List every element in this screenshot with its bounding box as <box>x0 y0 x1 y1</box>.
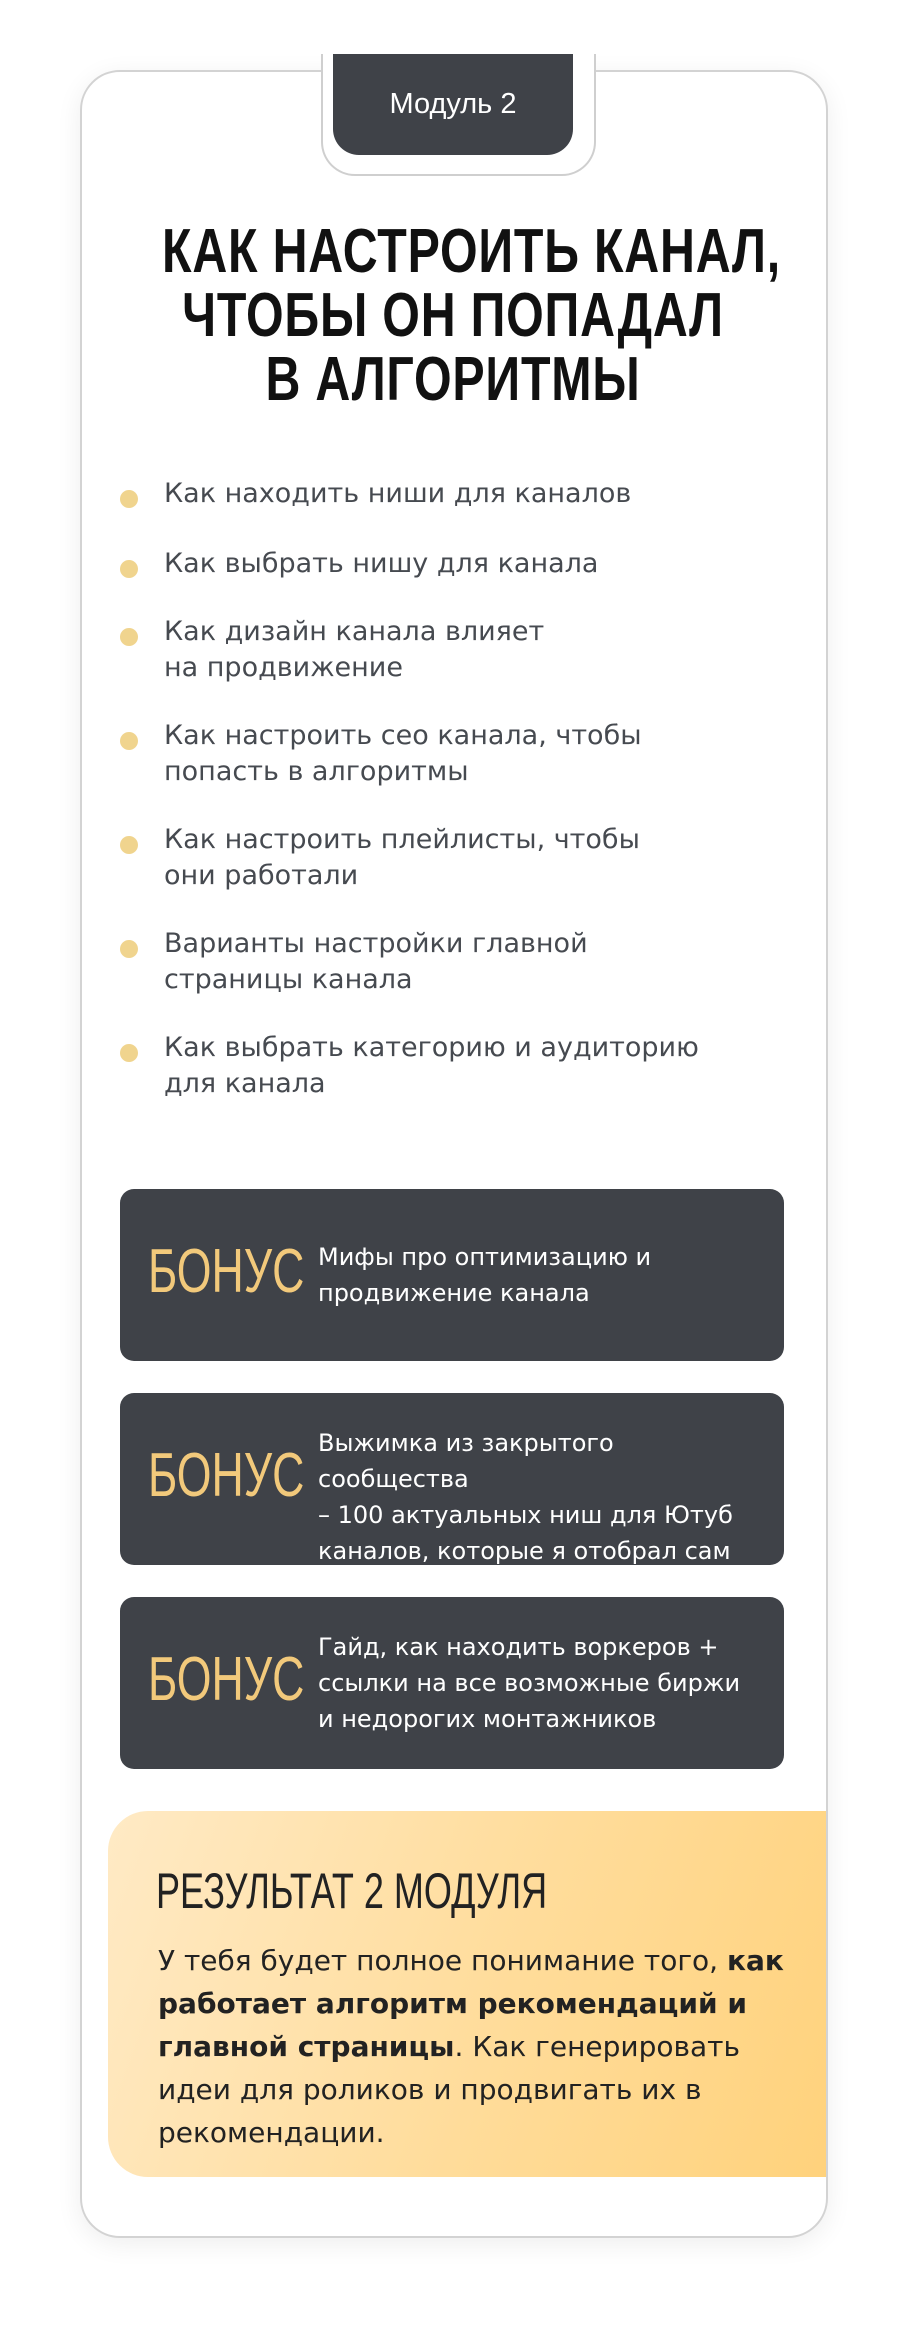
module-tab <box>333 54 573 155</box>
list-item <box>118 718 758 822</box>
list-item <box>118 476 758 546</box>
bonus-tag: БОНУС <box>148 1237 305 1306</box>
bonus-card <box>120 1189 784 1361</box>
bullet-dot-icon <box>120 560 138 578</box>
list-item <box>118 926 758 1030</box>
module-title-line-1: КАК НАСТРОИТЬ КАНАЛ, <box>162 217 781 286</box>
list-item <box>118 1030 758 1134</box>
result-text <box>158 1939 798 2154</box>
bullet-dot-icon <box>120 628 138 646</box>
topic-text: Как выбрать нишу для канала <box>164 548 599 579</box>
topic-text: Варианты настройки главной страницы канала <box>164 928 588 995</box>
module-title-line-3: В АЛГОРИТМЫ <box>265 345 641 414</box>
bonus-tag: БОНУС <box>148 1645 305 1714</box>
list-item <box>118 822 758 926</box>
result-panel <box>108 1811 826 2177</box>
bonus-tag: БОНУС <box>148 1441 305 1510</box>
bullet-dot-icon <box>120 1044 138 1062</box>
topic-text: Как дизайн канала влияет на продвижение <box>164 616 545 683</box>
bonus-text: Мифы про оптимизацию и продвижение канала <box>318 1243 652 1307</box>
bullet-dot-icon <box>120 940 138 958</box>
module-tab-label: Модуль 2 <box>389 88 517 120</box>
topics-list <box>118 476 758 1134</box>
list-item <box>118 614 758 718</box>
module-title <box>162 217 781 414</box>
bonus-card <box>120 1393 784 1565</box>
result-title: РЕЗУЛЬТАТ 2 МОДУЛЯ <box>156 1863 548 1919</box>
bonus-text: Гайд, как находить воркеров + ссылки на все возможные биржи и недорогих монтажников <box>318 1633 741 1733</box>
result-text-part-2: . Как генерировать идеи для роликов и продвигать их в рекомендации. <box>158 2030 740 2149</box>
topic-text: Как выбрать категорию и аудиторию для канала <box>164 1032 699 1099</box>
result-text-bold: как работает алгоритм рекомендаций и главной страницы <box>158 1944 784 2063</box>
bullet-dot-icon <box>120 836 138 854</box>
topic-text: Как находить ниши для каналов <box>164 478 632 509</box>
module-title-line-2: ЧТОБЫ ОН ПОПАДАЛ <box>182 281 724 350</box>
bonus-text: Выжимка из закрытого сообщества – 100 актуальных ниш для Ютуб каналов, которые я отобрал сам <box>318 1429 733 1565</box>
bonus-card <box>120 1597 784 1769</box>
bullet-dot-icon <box>120 732 138 750</box>
list-item <box>118 546 758 614</box>
result-text-part-1: У тебя будет полное понимание того, <box>158 1944 719 1977</box>
topic-text: Как настроить сео канала, чтобы попасть в алгоритмы <box>164 720 642 787</box>
bullet-dot-icon <box>120 490 138 508</box>
topic-text: Как настроить плейлисты, чтобы они работали <box>164 824 640 891</box>
